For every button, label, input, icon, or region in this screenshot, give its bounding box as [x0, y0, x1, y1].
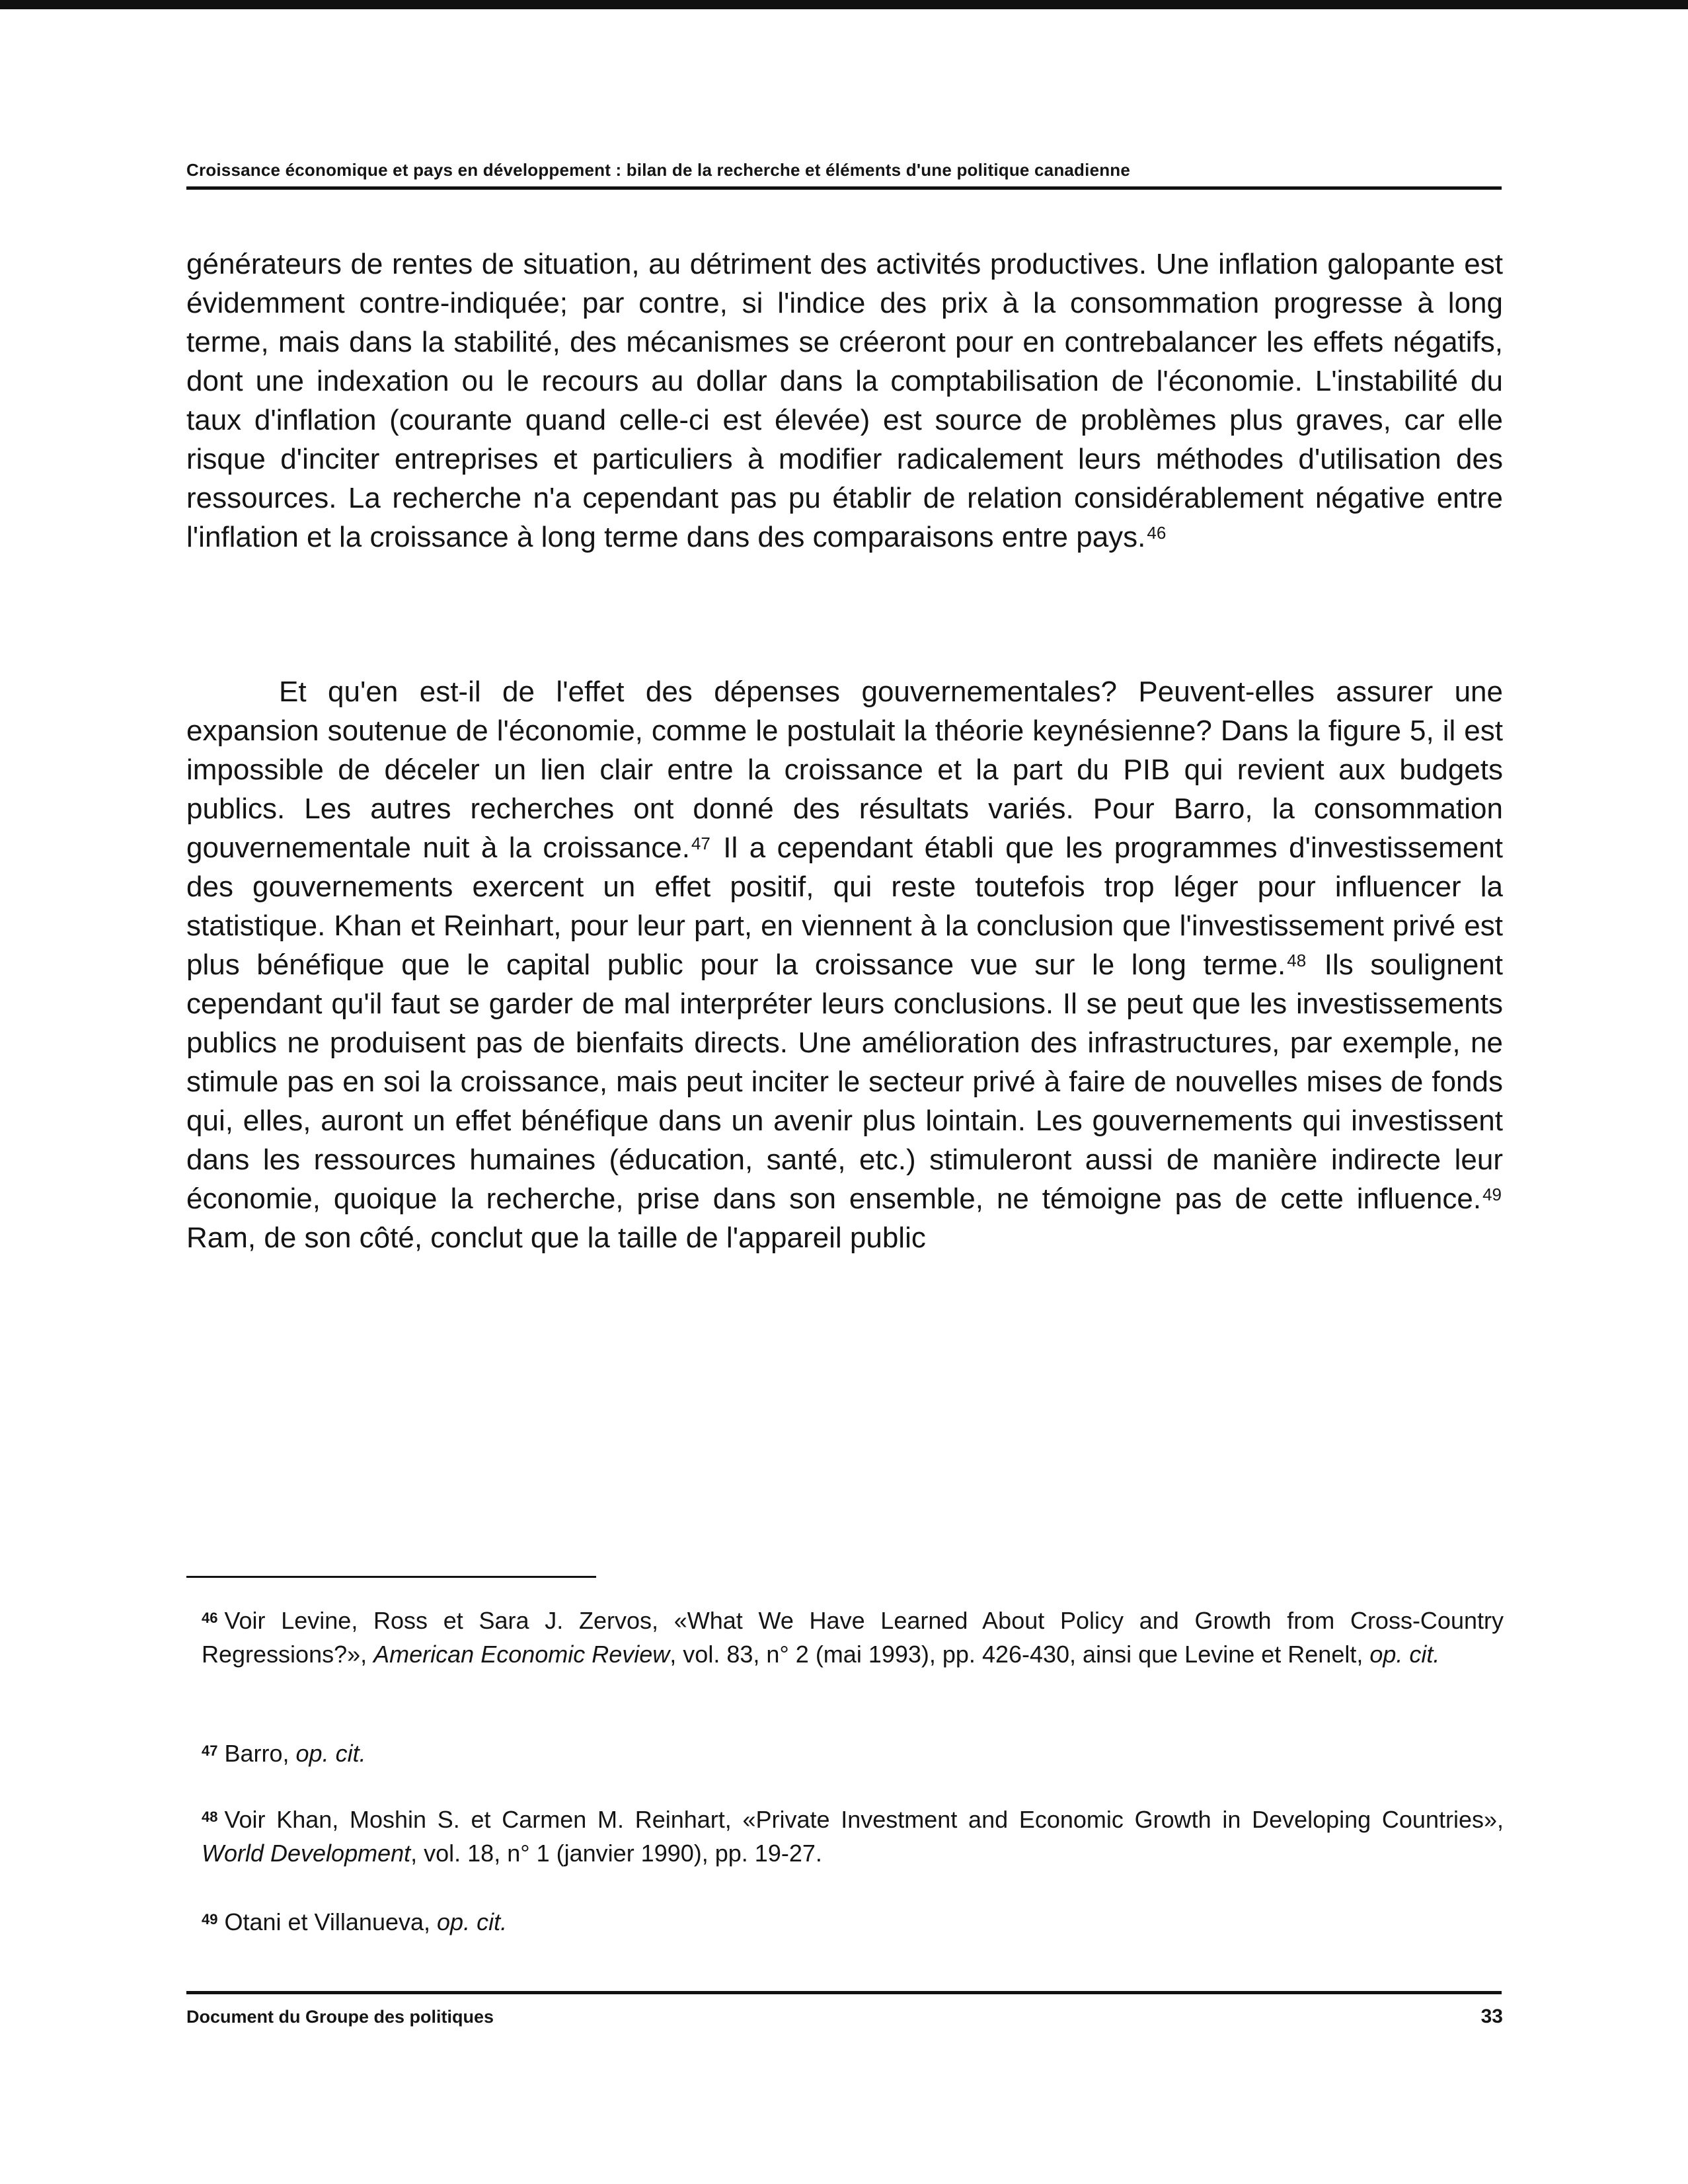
footnote-text: Barro, [224, 1740, 296, 1767]
paragraph-2-segment-2: Il a cependant établi que les programmes d'investissement des gouvernements exercent un effet positif, qui reste toutefois trop léger pour influencer la statistique. Khan et Reinhart, pour leur part, en viennent à la conclusion que l'investissement privé est plus bénéfique que le capital public pour la croissance vue sur le long terme. [186, 832, 1503, 981]
paragraph-1-text: générateurs de rentes de situation, au détriment des activités productives. Une inflation galopante est évidemment contre-indiquée; par contre, si l'indice des prix à la consommation progresse à long terme, mais dans la stabilité, des mécanismes se créeront pour en contrebalancer les effets négatifs, dont une indexation ou le recours au dollar dans la comptabilisation de l'économie. L'instabilité du taux d'inflation (courante quand celle-ci est élevée) est source de problèmes plus graves, car elle risque d'inciter entreprises et particuliers à modifier radicalement leurs méthodes d'utilisation des ressources. La recherche n'a cependant pas pu établir de relation considérablement négative entre l'inflation et la croissance à long terme dans des comparaisons entre pays. [186, 248, 1503, 553]
footnote-marker: 49 [202, 1911, 218, 1928]
scan-top-edge [0, 0, 1688, 9]
paragraph-2-segment-3: Ils soulignent cependant qu'il faut se garder de mal interpréter leurs conclusions. Il se peut que les investissements publics ne produisent pas de bienfaits directs. Une amélioration des infrastructures, par exemple, ne stimule pas en soi la croissance, mais peut inciter le secteur privé à faire de nouvelles mises de fonds qui, elles, auront un effet bénéfique dans un avenir plus lointain. Les gouvernements qui investissent dans les ressources humaines (éducation, santé, etc.) stimuleront aussi de manière indirecte leur économie, quoique la recherche, prise dans son ensemble, ne témoigne pas de cette influence. [186, 949, 1503, 1215]
footnote-text: Voir Khan, Moshin S. et Carmen M. Reinhart, «Private Investment and Economic Growth in Developing Countries», [224, 1806, 1504, 1833]
footnote-ref-46[interactable]: 46 [1147, 523, 1167, 543]
page-number: 33 [1480, 2006, 1503, 2027]
running-header: Croissance économique et pays en développement : bilan de la recherche et éléments d'une politique canadienne [186, 160, 1131, 180]
footer-rule [186, 1991, 1502, 1994]
footnote-48 [202, 1803, 1504, 1870]
footnote-text: Voir Levine, Ross et Sara J. Zervos, «What We Have Learned About Policy and Growth from Cross-Country Regressions?», [202, 1607, 1504, 1668]
citation-abbrev: op. cit. [295, 1740, 366, 1767]
footnote-text: , vol. 18, n° 1 (janvier 1990), pp. 19-27. [410, 1840, 822, 1867]
footnote-ref-48[interactable]: 48 [1287, 951, 1307, 970]
footnote-46 [202, 1604, 1504, 1671]
footer-publication: Document du Groupe des politiques [186, 2007, 494, 2027]
footnote-marker: 48 [202, 1809, 218, 1825]
footnote-marker: 46 [202, 1610, 218, 1626]
journal-title: World Development [202, 1840, 411, 1867]
paragraph-2-segment-4: Ram, de son côté, conclut que la taille de l'appareil public [186, 1222, 926, 1254]
footnote-text: , vol. 83, n° 2 (mai 1993), pp. 426-430, ainsi que Levine et Renelt, [670, 1641, 1370, 1668]
footnote-47 [202, 1736, 1504, 1770]
footnote-text: Otani et Villanueva, [224, 1908, 438, 1935]
citation-abbrev: op. cit. [437, 1908, 508, 1935]
footnote-marker: 47 [202, 1742, 218, 1759]
paragraph-2-segment-1: Et qu'en est-il de l'effet des dépenses gouvernementales? Peuvent-elles assurer une expansion soutenue de l'économie, comme le postulait la théorie keynésienne? Dans la figure 5, il est impossible de déceler un lien clair entre la croissance et la part du PIB qui revient aux budgets publics. Les autres recherches ont donné des résultats variés. Pour Barro, la consommation gouvernementale nuit à la croissance. [186, 676, 1503, 864]
body-paragraph-1 [186, 245, 1503, 557]
header-rule [186, 186, 1502, 190]
footnote-ref-49[interactable]: 49 [1482, 1185, 1502, 1204]
citation-abbrev: op. cit. [1369, 1641, 1440, 1668]
body-paragraph-2 [186, 672, 1503, 1257]
footnote-ref-47[interactable]: 47 [691, 834, 710, 853]
footnote-49 [202, 1905, 1504, 1939]
journal-title: American Economic Review [373, 1641, 670, 1668]
footnote-separator [186, 1576, 596, 1578]
